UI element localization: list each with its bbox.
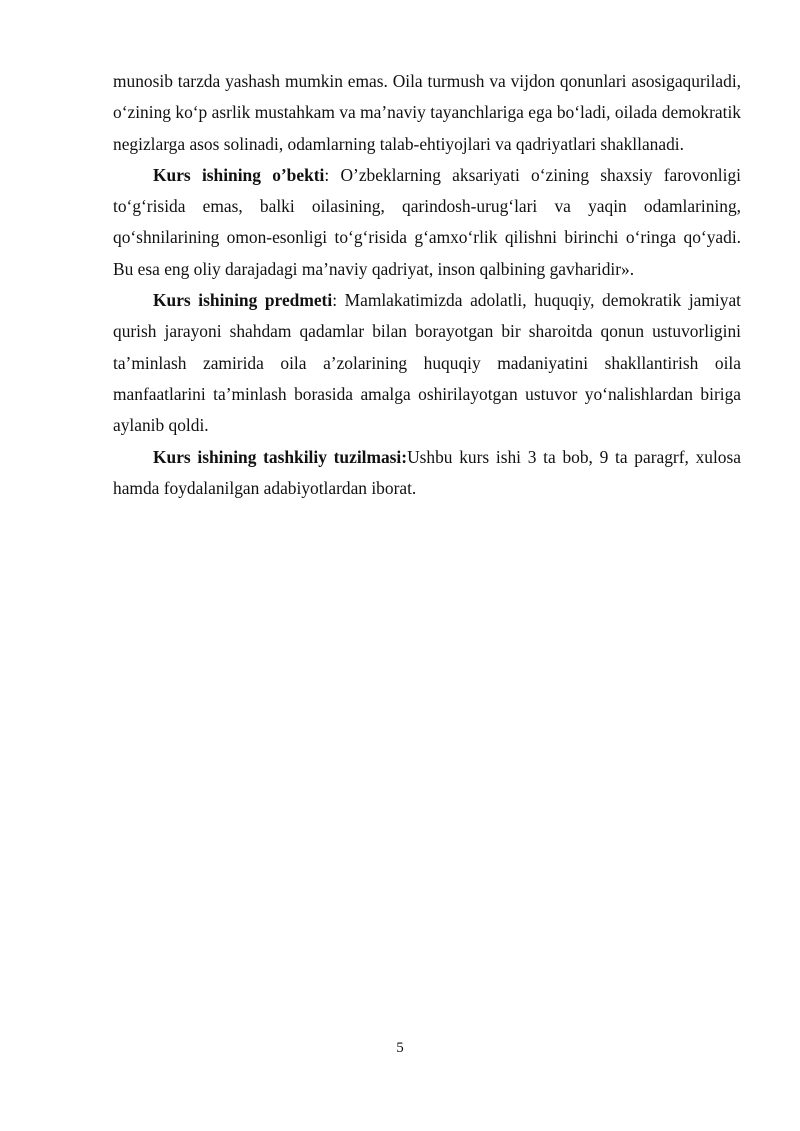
paragraph-heading: Kurs ishining o’bekti [153,164,325,185]
paragraph-text: : Mamlakatimizda adolatli, huquqiy, demokratik jamiyat qurish jarayoni shahdam qadamlar bilan borayotgan bir sharoitda qonun ustuvorligini ta’minlash zamirida oila a’zolarining huquqiy madaniyatini shakllantirish oila manfaatlarini ta’minlash borasida amalga oshirilayotgan ustuvor yo‘nalishlardan biriga aylanib qoldi. [113,290,741,436]
paragraph-object [113,160,741,285]
paragraph-continuation [113,66,741,160]
paragraph-text: Ushbu kurs ishi 3 ta bob, 9 ta paragrf, xulosa hamda foydalanilgan adabiyotlardan iborat. [113,446,741,498]
paragraph-heading: Kurs ishining predmeti [153,290,333,311]
document-page [113,66,741,504]
paragraph-structure [113,442,741,505]
paragraph-text: : O’zbeklarning aksariyati o‘zining shaxsiy farovonligi to‘g‘risida emas, balki oilasining, qarindosh-urug‘lari va yaqin odamlarining, qo‘shnilarining omon-esonligi to‘g‘risida g‘amxo‘rlik qilishni birinchi o‘ringa qo‘yadi. Bu esa eng oliy darajadagi ma’naviy qadriyat, inson qalbining gavharidir». [113,164,741,279]
paragraph-heading: Kurs ishining tashkiliy tuzilmasi: [153,446,408,467]
paragraph-text: munosib tarzda yashash mumkin emas. Oila turmush va vijdon qonunlari asosigaquriladi, o‘zining ko‘p asrlik mustahkam va ma’naviy tayanchlariga ega bo‘ladi, oilada demokratik negizlarga asos solinadi, odamlarning talab-ehtiyojlari va qadriyatlari shakllanadi. [113,71,741,154]
paragraph-subject [113,285,741,441]
page-number: 5 [396,1040,404,1056]
